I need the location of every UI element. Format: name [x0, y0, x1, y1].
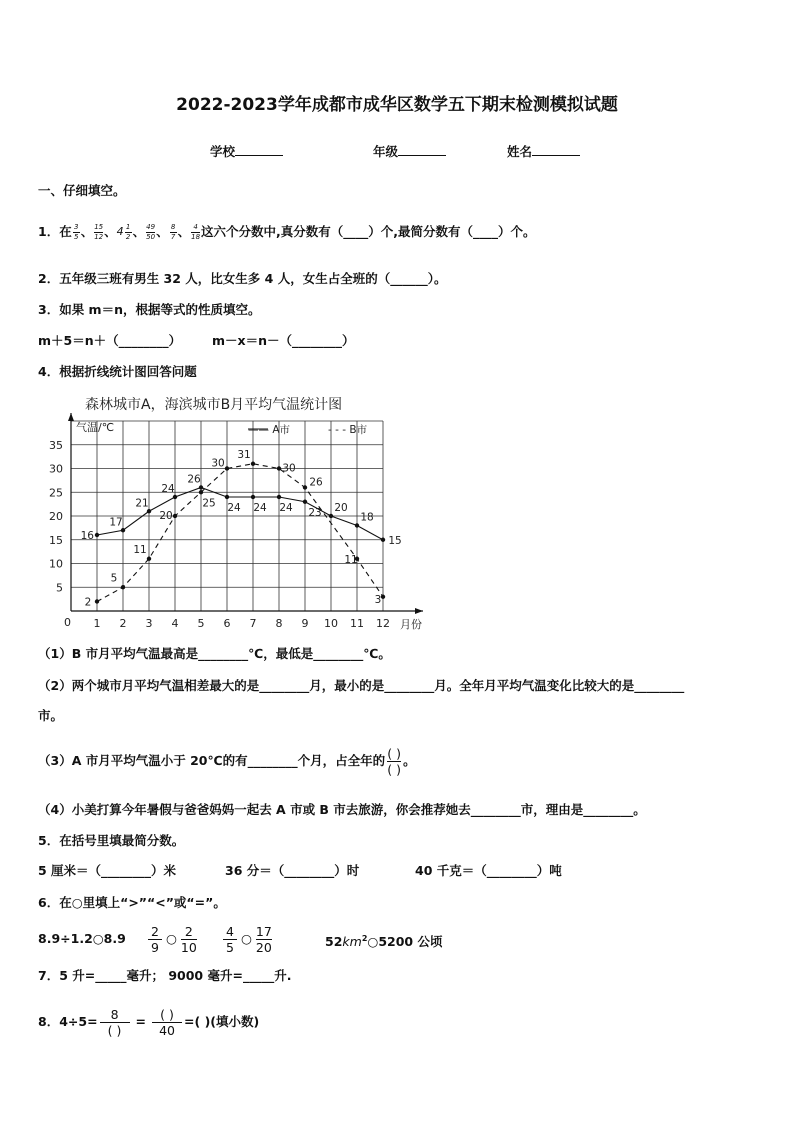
question-6b: 2 9 ○ 2 10 [146, 918, 199, 960]
series-line-b [97, 464, 383, 602]
x-tick-label: 2 [119, 617, 127, 630]
x-tick-label: 7 [249, 617, 257, 630]
data-point-a [251, 495, 255, 499]
x-tick-label: 8 [275, 617, 283, 630]
y-tick-label: 35 [49, 438, 63, 452]
data-label-b: 11 [133, 543, 147, 556]
x-tick-label: 1 [93, 617, 101, 630]
question-4-3 [38, 740, 416, 782]
y-tick-label: 20 [49, 510, 63, 523]
x-axis-arrow [415, 608, 423, 614]
fraction-4: $\frac{49}{50}$ [146, 222, 156, 241]
question-5c: 40 千克＝（________）吨 [415, 863, 562, 878]
data-label-b: 31 [237, 448, 251, 461]
y-axis-label: 气温/℃ [76, 421, 115, 434]
question-3a: m＋5＝n＋（________） [38, 333, 182, 348]
data-point-b [381, 595, 385, 599]
data-point-a [303, 500, 307, 504]
data-point-b [147, 557, 151, 561]
data-point-a [225, 495, 229, 499]
q1-prefix: 1．在 [38, 224, 72, 239]
data-label-a: 16 [80, 530, 94, 542]
separator: 、 [104, 224, 117, 239]
q4-3-period: 。 [403, 753, 416, 768]
fraction-3: $\frac{1}{2}$ [125, 222, 131, 241]
origin-label: 0 [64, 616, 71, 629]
data-label-a: 17 [109, 516, 123, 529]
data-label-b: 25 [202, 497, 216, 510]
fraction-5: $\frac{8}{7}$ [170, 222, 176, 241]
data-label-a: 24 [227, 502, 241, 514]
question-2: 2．五年级三班有男生 32 人，比女生多 4 人，女生占全班的（______）。 [38, 271, 447, 286]
data-point-a [355, 523, 359, 527]
question-6c: 4 5 ○ 17 20 [221, 918, 274, 960]
data-point-b [95, 599, 99, 603]
data-point-b [121, 585, 125, 589]
data-label-b: 11 [344, 553, 358, 566]
y-axis-arrow [68, 413, 74, 421]
data-label-b: 3 [374, 593, 382, 606]
data-point-b [277, 466, 281, 470]
x-tick-label: 4 [171, 617, 179, 630]
compare-circle[interactable]: ○ [241, 931, 252, 946]
data-label-a: 24 [253, 502, 267, 514]
name-field[interactable] [507, 143, 580, 160]
separator: 、 [177, 224, 191, 239]
mixed-whole: 4 [116, 225, 124, 238]
data-label-b: 2 [84, 596, 92, 609]
y-tick-label: 25 [49, 486, 63, 500]
x-tick-label: 9 [301, 617, 309, 630]
answer-fraction[interactable]: ( ) ( ) [387, 745, 401, 777]
question-8: 8．4÷5= 8 ( ) = ( ) 40 =( )(填小数) [38, 1006, 260, 1038]
question-6: 6．在○里填上“>”“<”或“=”。 [38, 895, 226, 910]
fraction-6: $\frac{4}{18}$ [191, 222, 201, 241]
data-label-b: 26 [309, 476, 323, 489]
compare-circle[interactable]: ○ [166, 931, 177, 946]
fraction-1: $\frac{3}{5}$ [73, 222, 79, 241]
y-tick-label: 30 [49, 462, 63, 476]
data-point-b [199, 490, 203, 494]
question-4-2: （2）两个城市月平均气温相差最大的是________月，最小的是________月。全年月平均气温变化比较大的是________ [38, 678, 685, 693]
y-tick-label: 5 [56, 581, 63, 595]
separator: 、 [132, 224, 146, 239]
x-tick-label: 3 [145, 617, 153, 630]
question-7: 7．5 升=_____毫升； 9000 毫升=_____升. [38, 968, 292, 983]
data-label-b: 30 [282, 462, 296, 475]
page-title: 2022-2023学年成都市成华区数学五下期末检测模拟试题 [176, 95, 618, 115]
data-point-b [251, 462, 255, 466]
legend-a: —— A市 [248, 424, 291, 436]
data-label-b: 30 [211, 457, 225, 470]
data-point-a [199, 485, 203, 489]
data-point-b [225, 466, 229, 470]
question-3b: m－x＝n－（________） [212, 333, 355, 348]
separator: 、 [156, 224, 169, 239]
data-point-b [303, 485, 307, 489]
question-6a: 8.9÷1.2○8.9 [38, 931, 126, 946]
data-point-a [329, 514, 333, 518]
data-label-a: 24 [161, 483, 175, 495]
data-label-a: 26 [187, 473, 201, 486]
question-5a: 5 厘米＝（________）米 [38, 863, 177, 878]
x-tick-label: 5 [197, 617, 205, 630]
y-tick-label: 10 [49, 557, 63, 571]
school-label: 学校 [210, 144, 236, 159]
question-5b: 36 分＝（________）时 [225, 863, 360, 878]
data-label-b: 5 [110, 572, 118, 585]
separator: 、 [80, 224, 94, 239]
data-label-a: 20 [334, 502, 348, 514]
q4-3-text: （3）A 市月平均气温小于 20℃的有________个月，占全年的 [38, 753, 386, 768]
data-point-b [173, 514, 177, 518]
x-tick-label: 10 [324, 617, 338, 630]
y-tick-label: 15 [49, 533, 63, 547]
name-label: 姓名 [507, 144, 533, 159]
data-label-a: 23 [308, 506, 322, 519]
school-field[interactable] [210, 143, 283, 160]
section-heading: 一、仔细填空。 [38, 183, 126, 198]
question-6d: $52km^2○5200$ 公顷 [325, 934, 443, 950]
data-point-a [95, 533, 99, 537]
question-4-1: （1）B 市月平均气温最高是________℃，最低是________℃。 [38, 646, 391, 661]
data-label-a: 24 [279, 502, 293, 514]
data-point-a [381, 538, 385, 542]
data-label-b: 20 [159, 510, 173, 522]
data-point-a [173, 495, 177, 499]
fraction-2: $\frac{15}{12}$ [94, 222, 104, 241]
data-label-a: 21 [135, 497, 149, 510]
question-5: 5．在括号里填最简分数。 [38, 833, 185, 848]
question-4: 4．根据折线统计图回答问题 [38, 364, 197, 379]
data-point-a [277, 495, 281, 499]
line-chart [40, 388, 460, 638]
x-tick-label: 12 [376, 617, 390, 630]
question-1 [38, 220, 536, 244]
x-axis-label: 月份 [400, 618, 422, 631]
question-4-2-cont: 市。 [38, 708, 64, 723]
x-tick-label: 11 [350, 617, 364, 630]
grade-field[interactable] [373, 143, 446, 160]
q1-text: 这六个分数中,真分数有（____）个,最简分数有（____）个。 [201, 224, 536, 239]
data-point-a [147, 509, 151, 513]
data-label-a: 15 [388, 534, 402, 547]
question-4-4: （4）小美打算今年暑假与爸爸妈妈一起去 A 市或 B 市去旅游，你会推荐她去________市，理由是________。 [38, 802, 646, 817]
data-point-a [121, 528, 125, 532]
x-tick-label: 6 [223, 617, 231, 630]
legend-b: - - - B市 [328, 424, 368, 436]
question-3: 3．如果 m＝n，根据等式的性质填空。 [38, 302, 261, 317]
data-label-a: 18 [360, 511, 374, 524]
chart-title: 森林城市A，海滨城市B月平均气温统计图 [85, 397, 343, 413]
grade-label: 年级 [373, 144, 399, 159]
